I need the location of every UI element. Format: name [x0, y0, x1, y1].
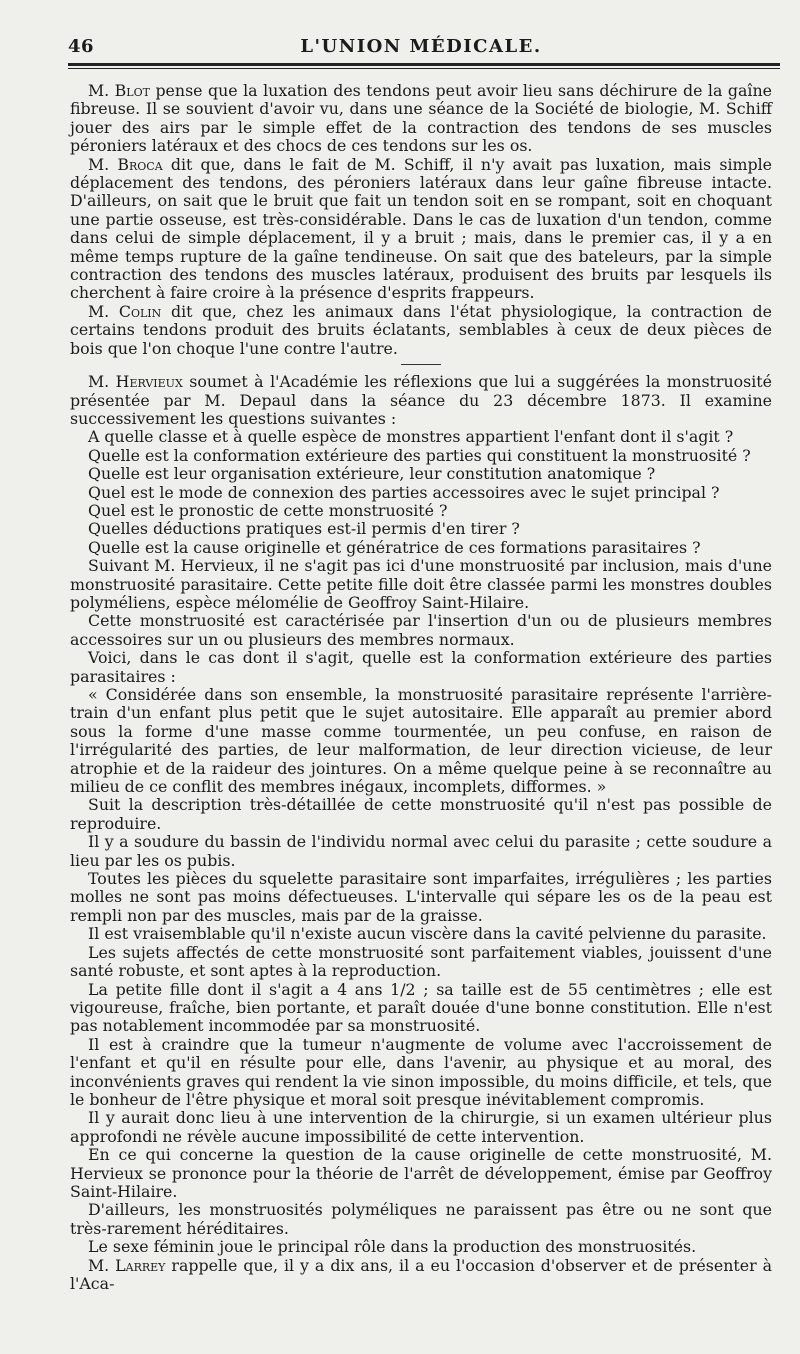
paragraph — [70, 373, 772, 428]
paragraph — [70, 612, 772, 649]
article-body — [70, 82, 772, 1293]
paragraph — [70, 1146, 772, 1201]
paragraph-text: La petite fille dont il s'agit a 4 ans 1/2 ; sa taille est de 55 centimètres ; elle est vigoureuse, fraîche, bien portante, et paraît douée d'une bonne constitution. Elle n'est pas notablement incommodée par sa monstruosité. — [70, 979, 772, 1036]
paragraph-text: Voici, dans le cas dont il s'agit, quelle est la conformation extérieure des parties parasitaires : — [70, 648, 772, 686]
paragraph-text: Quelle est la cause originelle et génératrice de ces formations parasitaires ? — [88, 537, 701, 557]
paragraph-text: rappelle que, il y a dix ans, il a eu l'occasion d'observer et de présenter à l'Aca- — [70, 1255, 772, 1293]
paragraph — [70, 925, 772, 943]
paragraph — [70, 465, 772, 483]
paragraph-text: Suit la description très-détaillée de cette monstruosité qu'il n'est pas possible de reproduire. — [70, 795, 772, 833]
paragraph-text: D'ailleurs, les monstruosités polyméliques ne paraissent pas être ou ne sont que très-rarement héréditaires. — [70, 1200, 772, 1238]
speaker-name: M. Blot — [88, 81, 150, 100]
paragraph — [70, 1201, 772, 1238]
paragraph — [70, 447, 772, 465]
paragraph — [70, 870, 772, 925]
paragraph-text: Quelles déductions pratiques est-il permis d'en tirer ? — [88, 519, 520, 539]
paragraph — [70, 796, 772, 833]
paragraph-text: Quel est le pronostic de cette monstruosité ? — [88, 500, 448, 520]
paragraph-text: Il y aurait donc lieu à une intervention de la chirurgie, si un examen ultérieur plus approfondi ne révèle aucune impossibilité de cette intervention. — [70, 1108, 772, 1146]
paragraph — [70, 520, 772, 538]
paragraph-text: « Considérée dans son ensemble, la monstruosité parasitaire représente l'arrière-train d'un enfant plus petit que le sujet autositaire. Elle apparaît au premier abord sous la forme d'une masse comme tourmentée, un peu confuse, en raison de l'irrégularité des parties, de leur malformation, de leur direction vicieuse, de leur atrophie et de la raideur des jointures. On a même quelque peine à se reconnaître au milieu de ce conflit des membres inégaux, incomplets, difformes. » — [70, 685, 772, 797]
paragraph-text: Le sexe féminin joue le principal rôle dans la production des monstruosités. — [88, 1237, 697, 1257]
paragraph — [70, 539, 772, 557]
paragraph — [70, 303, 772, 358]
page-header — [68, 0, 772, 57]
paragraph — [70, 1257, 772, 1294]
header-rule-thin — [68, 68, 780, 69]
paragraph — [70, 484, 772, 502]
speaker-name: M. Hervieux — [88, 372, 183, 392]
paragraph-text: Quel est le mode de connexion des parties accessoires avec le sujet principal ? — [88, 482, 720, 502]
paragraph-text: soumet à l'Académie les réflexions que lui a suggérées la monstruosité présentée par M. Depaul dans la séance du 23 décembre 1873. Il examine successivement les questions suivantes : — [70, 372, 772, 428]
paragraph-text: A quelle classe et à quelle espèce de monstres appartient l'enfant dont il s'agit ? — [88, 427, 734, 447]
paragraph — [70, 1036, 772, 1110]
paragraph — [70, 82, 772, 156]
paragraph — [70, 833, 772, 870]
speaker-name: M. Colin — [88, 301, 162, 321]
paragraph-text: Suivant M. Hervieux, il ne s'agit pas ici d'une monstruosité par inclusion, mais d'une monstruosité parasitaire. Cette petite fille doit être classée parmi les monstres doubles polyméliens, espèce mélomélie de Geoffroy Saint-Hilaire. — [70, 556, 772, 612]
paragraph-text: dit que, chez les animaux dans l'état physiologique, la contraction de certains tendons produit des bruits éclatants, semblables à ceux de deux pièces de bois que l'on choque l'une contre l'autre. — [70, 301, 772, 358]
paragraph — [70, 686, 772, 796]
section-separator — [401, 364, 441, 365]
paragraph — [70, 1109, 772, 1146]
speaker-name: M. Broca — [88, 154, 163, 174]
paragraph — [70, 981, 772, 1036]
paragraph — [70, 502, 772, 520]
paragraph-text: pense que la luxation des tendons peut avoir lieu sans déchirure de la gaîne fibreuse. Il se souvient d'avoir vu, dans une séance de la Société de biologie, M. Schiff jouer des airs par le simple effet de la contraction des tendons de ses muscles péroniers latéraux et des chocs de ces tendons sur les os. — [70, 81, 772, 156]
paragraph-text: Il est à craindre que la tumeur n'augmente de volume avec l'accroissement de l'enfant et qu'il en résulte pour elle, dans l'avenir, au physique et au moral, des inconvénients graves qui rendent la vie sinon impossible, du moins difficile, et tels, que le bonheur de l'être physique et moral soit presque inévitablement compromis. — [70, 1034, 772, 1109]
paragraph-text: Cette monstruosité est caractérisée par l'insertion d'un ou de plusieurs membres accessoires sur un ou plusieurs des membres normaux. — [70, 611, 772, 649]
paragraph-text: En ce qui concerne la question de la cause originelle de cette monstruosité, M. Hervieux se prononce pour la théorie de l'arrêt de développement, émise par Geoffroy Saint-Hilaire. — [70, 1145, 772, 1201]
page-number: 46 — [68, 36, 95, 57]
paragraph-text: Toutes les pièces du squelette parasitaire sont imparfaites, irrégulières ; les parties molles ne sont pas moins défectueuses. L'intervalle qui sépare les os de la peau est rempli non par des muscles, mais par de la graisse. — [70, 869, 772, 925]
paragraph — [70, 649, 772, 686]
speaker-name: M. Larrey — [88, 1255, 166, 1275]
paragraph — [70, 156, 772, 303]
paragraph-text: Les sujets affectés de cette monstruosité sont parfaitement viables, jouissent d'une santé robuste, et sont aptes à la reproduction. — [70, 942, 772, 981]
header-rule — [68, 63, 780, 66]
paragraph — [70, 944, 772, 981]
paragraph — [70, 557, 772, 612]
paragraph-text: Il y a soudure du bassin de l'individu normal avec celui du parasite ; cette soudure a lieu par les os pubis. — [70, 832, 772, 870]
paragraph-text: dit que, dans le fait de M. Schiff, il n'y avait pas luxation, mais simple déplacement des tendons, des péroniers latéraux dans leur gaîne fibreuse intacte. D'ailleurs, on sait que le bruit que fait un tendon soit en se rompant, soit en choquant une partie osseuse, est très-considérable. Dans le cas de luxation d'un tendon, comme dans celui de simple déplacement, il y a bruit ; mais, dans le premier cas, il y a en même temps rupture de la gaîne tendineuse. On sait que des bateleurs, par la simple contraction des tendons des muscles latéraux, produisent des bruits par lesquels ils cherchent à faire croire à la présence d'esprits frappeurs. — [70, 154, 772, 303]
running-title: L'UNION MÉDICALE. — [300, 36, 542, 57]
paragraph — [70, 428, 772, 446]
paragraph-text: Quelle est la conformation extérieure des parties qui constituent la monstruosité ? — [88, 445, 751, 465]
paragraph-text: Il est vraisemblable qu'il n'existe aucun viscère dans la cavité pelvienne du parasite. — [88, 924, 767, 944]
paragraph-text: Quelle est leur organisation extérieure, leur constitution anatomique ? — [88, 464, 656, 484]
paragraph — [70, 1238, 772, 1256]
